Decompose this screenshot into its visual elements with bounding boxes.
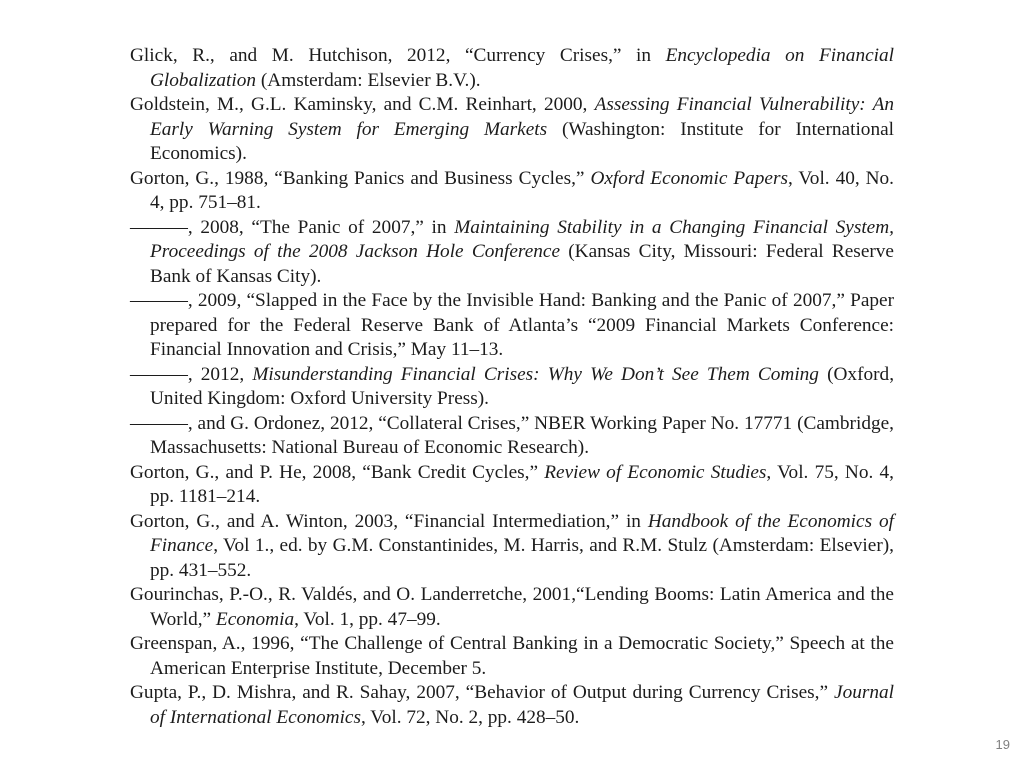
reference-text: (Washington: Institute for International Economics). [150, 118, 895, 164]
reference-text: ———, 2008, “The Panic of 2007,” in [130, 216, 455, 238]
reference-entry [130, 412, 894, 461]
reference-text: ———, 2009, “Slapped in the Face by the Invisible Hand: Banking and the Panic of 2007,” Paper prepared for the Federal Reserve Bank of Atlanta’s “2009 Financial Markets Conference: Financial Innovation and Crisis,” May 11–13. [130, 290, 894, 360]
reference-text: Greenspan, A., 1996, “The Challenge of Central Banking in a Democratic Society,” Speech at the American Enterprise Institute, December 5. [130, 633, 894, 679]
reference-text: Gupta, P., D. Mishra, and R. Sahay, 2007, “Behavior of Output during Currency Crises,” [130, 682, 835, 703]
reference-text: , Vol. 1, pp. 47–99. [294, 608, 441, 630]
reference-text: Goldstein, M., G.L. Kaminsky, and C.M. Reinhart, 2000, [130, 94, 595, 115]
reference-title-italic: Maintaining Stability in a Changing Financial System, Proceedings of the 2008 Jackson Hole Conference [150, 216, 894, 262]
reference-text: , Vol 1., ed. by G.M. Constantinides, M. Harris, and R.M. Stulz (Amsterdam: Elsevier), pp. 431–552. [150, 535, 894, 581]
reference-text: Gorton, G., and A. Winton, 2003, “Financial Intermediation,” in [130, 510, 648, 532]
reference-text: , Vol. 40, No. 4, pp. 751–81. [150, 167, 894, 213]
reference-title-italic: Journal of International Economics [150, 682, 894, 728]
reference-title-italic: Misunderstanding Financial Crises: Why We Don’t See Them Coming [252, 363, 819, 385]
reference-title-italic: Handbook of the Economics of Finance [150, 510, 894, 556]
reference-entry [130, 93, 894, 167]
reference-title-italic: Assessing Financial Vulnerability: An Early Warning System for Emerging Markets [150, 94, 894, 140]
reference-entry [130, 216, 894, 290]
reference-text: ———, 2012, [130, 363, 253, 385]
reference-text: Gourinchas, P.-O., R. Valdés, and O. Landerretche, 2001,“Lending Booms: Latin America and the World,” [130, 584, 894, 630]
reference-entry [130, 681, 894, 730]
reference-entry [130, 583, 894, 632]
reference-text: , Vol. 75, No. 4, pp. 1181–214. [150, 461, 894, 507]
reference-entry [130, 363, 894, 412]
page-number: 19 [995, 737, 1010, 752]
reference-text: Glick, R., and M. Hutchison, 2012, “Currency Crises,” in [130, 45, 666, 66]
reference-entry [130, 632, 894, 681]
reference-title-italic: Review of Economic Studies [544, 461, 767, 483]
reference-text: (Kansas City, Missouri: Federal Reserve Bank of Kansas City). [150, 241, 894, 287]
reference-title-italic: Oxford Economic Papers [590, 167, 788, 189]
reference-text: Gorton, G., 1988, “Banking Panics and Business Cycles,” [130, 167, 591, 189]
reference-entry [130, 167, 894, 216]
reference-title-italic: Encyclopedia on Financial Globalization [150, 45, 895, 91]
reference-entry [130, 289, 894, 363]
reference-text: , Vol. 72, No. 2, pp. 428–50. [361, 706, 580, 728]
reference-entry [130, 44, 894, 93]
reference-text: ———, and G. Ordonez, 2012, “Collateral Crises,” NBER Working Paper No. 17771 (Cambridge, Massachusetts: National Bureau of Economic Research). [130, 412, 894, 458]
reference-entry [130, 510, 894, 584]
reference-title-italic: Economia [215, 608, 295, 630]
reference-list [130, 44, 894, 730]
reference-entry [130, 461, 894, 510]
reference-text: Gorton, G., and P. He, 2008, “Bank Credit Cycles,” [130, 461, 545, 483]
reference-text: (Oxford, United Kingdom: Oxford University Press). [150, 363, 895, 409]
reference-text: (Amsterdam: Elsevier B.V.). [256, 69, 481, 91]
